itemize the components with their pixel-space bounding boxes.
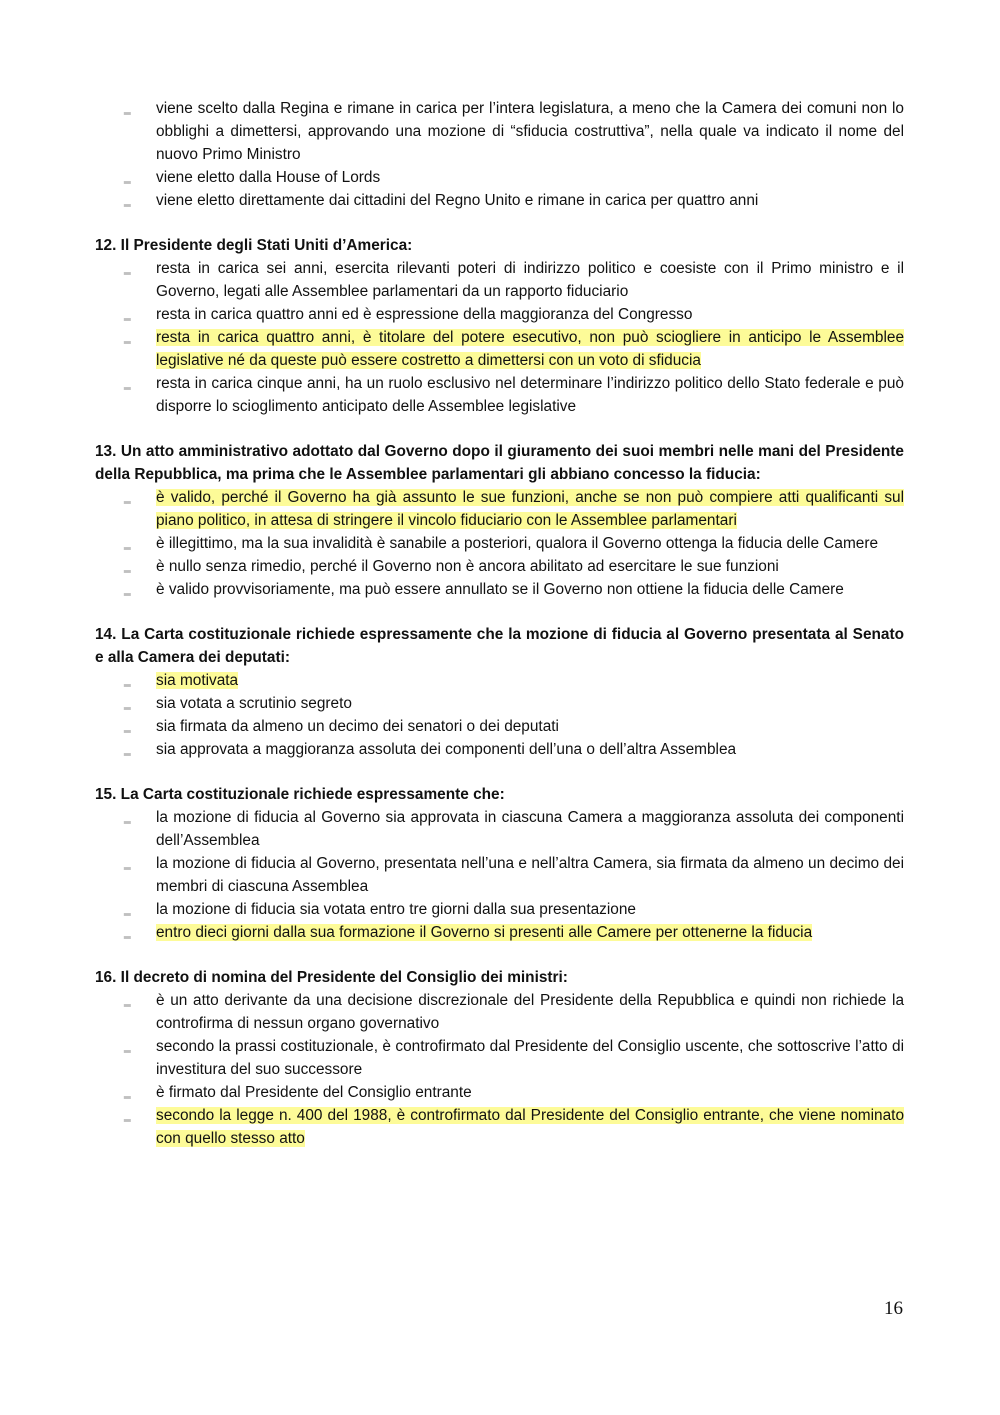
answer-item bbox=[95, 372, 904, 418]
spacer bbox=[95, 944, 904, 966]
answer-item bbox=[95, 532, 904, 555]
answer-text: secondo la prassi costituzionale, è controfirmato dal Presidente del Consiglio uscente, che sottoscrive l’atto di investitura del suo successore bbox=[156, 1038, 904, 1078]
document-content bbox=[95, 97, 904, 1150]
answer-item bbox=[95, 806, 904, 852]
answer-text: la mozione di fiducia al Governo sia approvata in ciascuna Camera a maggioranza assoluta dei componenti dell’Assemblea bbox=[156, 809, 904, 849]
answer-item bbox=[95, 989, 904, 1035]
answer-list bbox=[95, 989, 904, 1150]
bullet-icon: ‗ bbox=[124, 1108, 131, 1122]
question-block bbox=[95, 440, 904, 601]
answer-list bbox=[95, 806, 904, 944]
answer-item bbox=[95, 921, 904, 944]
bullet-icon: ‗ bbox=[124, 101, 131, 115]
question-block bbox=[95, 783, 904, 944]
spacer bbox=[95, 418, 904, 440]
answer-text: è firmato dal Presidente del Consiglio entrante bbox=[156, 1084, 472, 1101]
bullet-icon: ‗ bbox=[124, 193, 131, 207]
bullet-icon: ‗ bbox=[124, 810, 131, 824]
answer-item bbox=[95, 166, 904, 189]
answer-text: resta in carica sei anni, esercita rilevanti poteri di indirizzo politico e coesiste con il Primo ministro e il Governo, legati alle Assemblee parlamentari da un rapporto fiduciario bbox=[156, 260, 904, 300]
bullet-icon: ‗ bbox=[124, 1085, 131, 1099]
answer-list bbox=[95, 669, 904, 761]
answer-item bbox=[95, 303, 904, 326]
bullet-icon: ‗ bbox=[124, 1039, 131, 1053]
answer-item bbox=[95, 257, 904, 303]
answer-list bbox=[95, 257, 904, 418]
answer-list bbox=[95, 486, 904, 601]
answer-text: la mozione di fiducia sia votata entro tre giorni dalla sua presentazione bbox=[156, 901, 636, 918]
answer-item bbox=[95, 555, 904, 578]
bullet-icon: ‗ bbox=[124, 490, 131, 504]
bullet-icon: ‗ bbox=[124, 307, 131, 321]
answer-text: viene eletto direttamente dai cittadini del Regno Unito e rimane in carica per quattro anni bbox=[156, 192, 759, 209]
answer-text: sia firmata da almeno un decimo dei senatori o dei deputati bbox=[156, 718, 559, 735]
answer-item bbox=[95, 898, 904, 921]
answer-item bbox=[95, 1104, 904, 1150]
answer-item bbox=[95, 852, 904, 898]
answer-text: è un atto derivante da una decisione discrezionale del Presidente della Repubblica e quindi non richiede la controfirma di nessun organo governativo bbox=[156, 992, 904, 1032]
correct-answer-text: entro dieci giorni dalla sua formazione il Governo si presenti alle Camere per ottenerne la fiducia bbox=[156, 924, 813, 941]
question-title: 13. Un atto amministrativo adottato dal Governo dopo il giuramento dei suoi membri nelle mani del Presidente della Repubblica, ma prima che le Assemblee parlamentari gli abbiano concesso la fiducia: bbox=[95, 443, 904, 483]
question-title: 15. La Carta costituzionale richiede espressamente che: bbox=[95, 786, 505, 803]
answer-text: è valido provvisoriamente, ma può essere annullato se il Governo non ottiene la fiducia delle Camere bbox=[156, 581, 844, 598]
spacer bbox=[95, 761, 904, 783]
correct-answer-text: sia motivata bbox=[156, 672, 239, 689]
spacer bbox=[95, 601, 904, 623]
answer-item bbox=[95, 97, 904, 166]
bullet-icon: ‗ bbox=[124, 673, 131, 687]
answer-item bbox=[95, 669, 904, 692]
page-number: 16 bbox=[884, 1298, 903, 1319]
answer-item bbox=[95, 189, 904, 212]
question-block bbox=[95, 623, 904, 761]
answer-item bbox=[95, 1035, 904, 1081]
bullet-icon: ‗ bbox=[124, 925, 131, 939]
correct-answer-text: resta in carica quattro anni, è titolare del potere esecutivo, non può sciogliere in anticipo le Assemblee legislative né da queste può essere costretto a dimettersi con un voto di sfiducia bbox=[156, 329, 904, 369]
answer-item bbox=[95, 1081, 904, 1104]
bullet-icon: ‗ bbox=[124, 993, 131, 1007]
answer-text: sia votata a scrutinio segreto bbox=[156, 695, 352, 712]
bullet-icon: ‗ bbox=[124, 696, 131, 710]
question-title: 14. La Carta costituzionale richiede espressamente che la mozione di fiducia al Governo presentata al Senato e alla Camera dei deputati: bbox=[95, 626, 904, 666]
question-title: 16. Il decreto di nomina del Presidente del Consiglio dei ministri: bbox=[95, 969, 568, 986]
spacer bbox=[95, 212, 904, 234]
correct-answer-text: secondo la legge n. 400 del 1988, è controfirmato dal Presidente del Consiglio entrante, che viene nominato con quello stesso atto bbox=[156, 1107, 904, 1147]
answer-text: sia approvata a maggioranza assoluta dei componenti dell’una o dell’altra Assemblea bbox=[156, 741, 737, 758]
bullet-icon: ‗ bbox=[124, 582, 131, 596]
answer-text: è nullo senza rimedio, perché il Governo non è ancora abilitato ad esercitare le sue funzioni bbox=[156, 558, 779, 575]
question-block bbox=[95, 966, 904, 1150]
correct-answer-text: è valido, perché il Governo ha già assunto le sue funzioni, anche se non può compiere atti qualificanti sul piano politico, in attesa di stringere il vincolo fiduciario con le Assemblee parlamentari bbox=[156, 489, 904, 529]
bullet-icon: ‗ bbox=[124, 261, 131, 275]
question-continuation bbox=[95, 97, 904, 212]
answer-item bbox=[95, 486, 904, 532]
answer-item bbox=[95, 326, 904, 372]
bullet-icon: ‗ bbox=[124, 330, 131, 344]
answer-text: è illegittimo, ma la sua invalidità è sanabile a posteriori, qualora il Governo ottenga la fiducia delle Camere bbox=[156, 535, 879, 552]
answer-text: viene scelto dalla Regina e rimane in carica per l’intera legislatura, a meno che la Camera dei comuni non lo obblighi a dimettersi, approvando una mozione di “sfiducia costruttiva”, nella quale va indicato il nome del nuovo Primo Ministro bbox=[156, 100, 904, 163]
bullet-icon: ‗ bbox=[124, 559, 131, 573]
answer-list bbox=[95, 97, 904, 212]
question-block bbox=[95, 234, 904, 418]
bullet-icon: ‗ bbox=[124, 742, 131, 756]
question-title: 12. Il Presidente degli Stati Uniti d’America: bbox=[95, 237, 413, 254]
bullet-icon: ‗ bbox=[124, 856, 131, 870]
answer-item bbox=[95, 692, 904, 715]
answer-item bbox=[95, 578, 904, 601]
answer-text: resta in carica quattro anni ed è espressione della maggioranza del Congresso bbox=[156, 306, 693, 323]
answer-item bbox=[95, 738, 904, 761]
answer-text: resta in carica cinque anni, ha un ruolo esclusivo nel determinare l’indirizzo politico dello Stato federale e può disporre lo scioglimento anticipato delle Assemblee legislative bbox=[156, 375, 904, 415]
bullet-icon: ‗ bbox=[124, 902, 131, 916]
answer-text: la mozione di fiducia al Governo, presentata nell’una e nell’altra Camera, sia firmata da almeno un decimo dei membri di ciascuna Assemblea bbox=[156, 855, 904, 895]
bullet-icon: ‗ bbox=[124, 376, 131, 390]
bullet-icon: ‗ bbox=[124, 536, 131, 550]
bullet-icon: ‗ bbox=[124, 719, 131, 733]
answer-item bbox=[95, 715, 904, 738]
answer-text: viene eletto dalla House of Lords bbox=[156, 169, 381, 186]
bullet-icon: ‗ bbox=[124, 170, 131, 184]
